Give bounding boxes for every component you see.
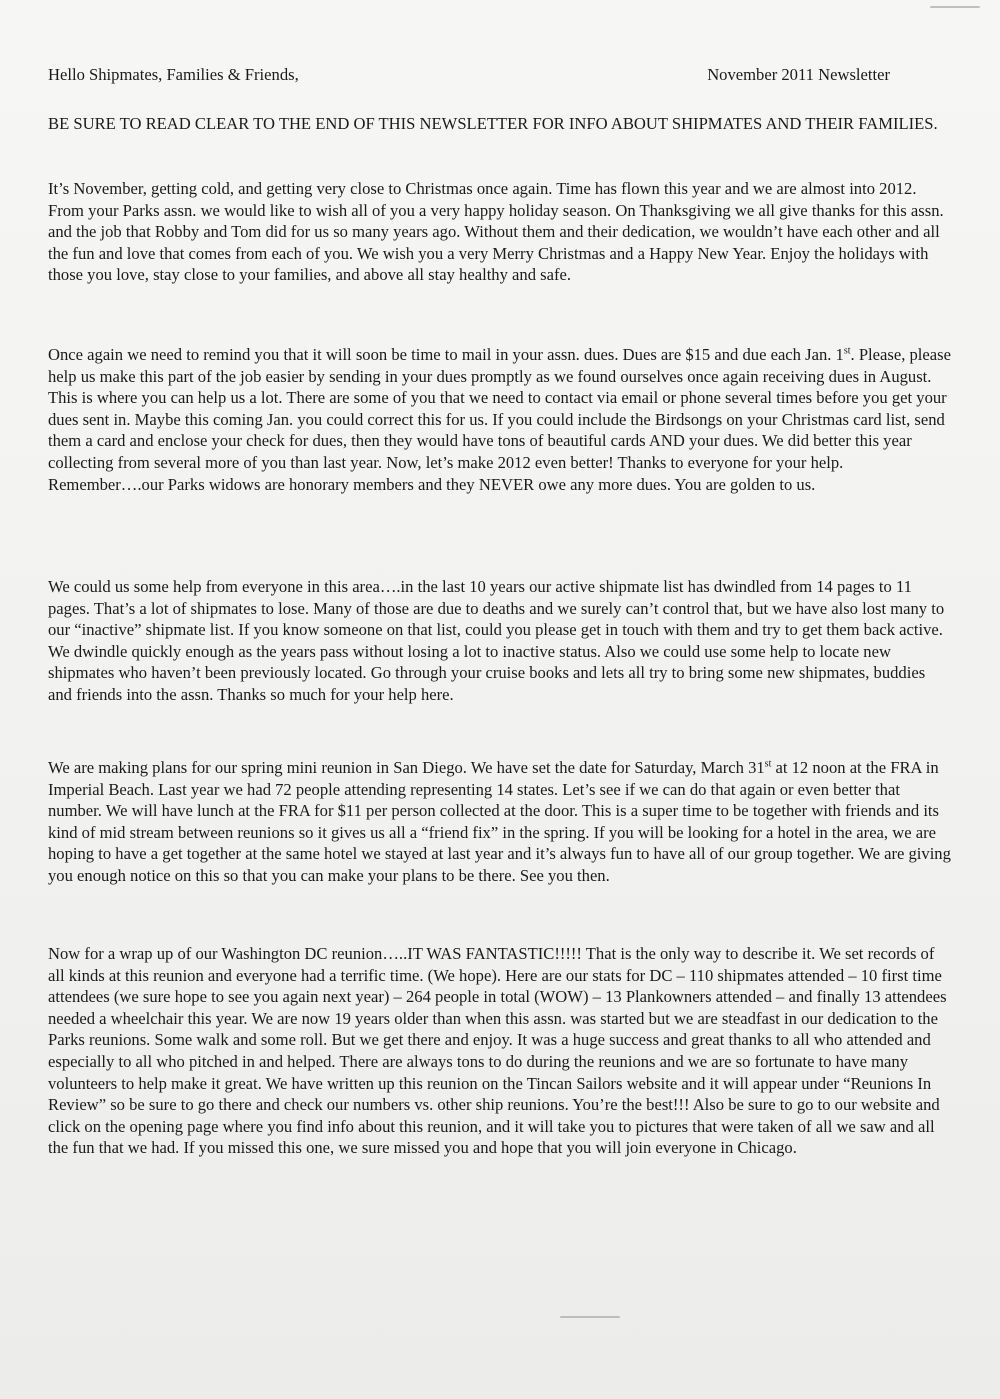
holiday-greeting-paragraph: It’s November, getting cold, and getting very close to Christmas once again. Time has flown this year and we are almost into 2012. From your Parks assn. we would like to wish all of you a very happy holiday season. On Thanksgiving we all give thanks for this assn. and the job that Robby and Tom did for us so many years ago. Without them and their dedication, we wouldn’t have each other and all the fun and love that comes from each of you. We wish you a very Merry Christmas and a Happy New Year. Enjoy the holidays with those you love, stay close to your families, and above all stay healthy and safe. bbox=[48, 179, 944, 285]
reunion-text-lead: We are making plans for our spring mini reunion in San Diego. We have set the date for Saturday, March 31 bbox=[48, 758, 765, 777]
dc-reunion-paragraph: Now for a wrap up of our Washington DC reunion…..IT WAS FANTASTIC!!!!! That is the only way to describe it. We set records of all kinds at this reunion and everyone had a terrific time. (We hope). Here are our stats for DC – 110 shipmates attended – 10 first time attendees (we sure hope to see you again next year) – 264 people in total (WOW) – 13 Plankowners attended – and finally 13 attendees needed a wheelchair this year. We are now 19 years older than when this assn. was started but we are steadfast in our dedication to the Parks reunions. Some walk and some roll. But we get there and enjoy. It was a huge success and great thanks to all who attended and especially to all who pitched in and helped. There are always tons to do during the reunions and we are so fortunate to have many volunteers to help make it great. We have written up this reunion on the Tincan Sailors website and it will appear under “Reunions In Review” so be sure to go there and check our numbers vs. other ship reunions. You’re the best!!! Also be sure to go to our website and click on the opening page where you find info about this reunion, and it will take you to pictures that were taken of all we saw and all the fun that we had. If you missed this one, we sure missed you and hope that you will join everyone in Chicago. bbox=[48, 944, 947, 1158]
scan-smudge bbox=[930, 6, 980, 8]
scan-smudge bbox=[560, 1316, 620, 1318]
read-to-end-notice: BE SURE TO READ CLEAR TO THE END OF THIS NEWSLETTER FOR INFO ABOUT SHIPMATES AND THEIR FAMILIES. bbox=[48, 114, 938, 133]
newsletter-date: November 2011 Newsletter bbox=[707, 65, 890, 84]
letter-header bbox=[48, 64, 890, 86]
reunion-text-rest: at 12 noon at the FRA in Imperial Beach. Last year we had 72 people attending representing 14 states. Let’s see if we can do that again or even better that number. We will have lunch at the FRA for $11 per person collected at the door. This is a super time to be together with friends and its kind of mid stream between reunions so it gives us all a “friend fix” in the spring. If you will be looking for a hotel in the area, we are hoping to have a get together at the same hotel we stayed at last year and it’s always fun to have all of our group together. We are giving you enough notice on this so that you can make your plans to be there. See you then. bbox=[48, 758, 951, 885]
shipmates-paragraph: We could us some help from everyone in this area….in the last 10 years our active shipmate list has dwindled from 14 pages to 11 pages. That’s a lot of shipmates to lose. Many of those are due to deaths and we surely can’t control that, but we have also lost many to our “inactive” shipmate list. If you know someone on that list, could you please get in touch with them and try to get them back active. We dwindle quickly enough as the years pass without losing a lot to inactive status. Also we could use some help to locate new shipmates who haven’t been previously located. Go through your cruise books and lets all try to bring some new shipmates, buddies and friends into the assn. Thanks so much for your help here. bbox=[48, 577, 945, 704]
dues-text-lead: Once again we need to remind you that it will soon be time to mail in your assn. dues. Dues are $15 and due each Jan. 1 bbox=[48, 345, 844, 364]
dues-text-rest: . Please, please help us make this part of the job easier by sending in your dues promptly as we found ourselves once again receiving dues in August. This is where you can help us a lot. There are some of you that we need to contact via email or phone several times before you get your dues sent in. Maybe this coming Jan. you could correct this for us. If you could include the Birdsongs on your Christmas card list, send them a card and enclose your check for dues, then they would have tons of beautiful cards AND your dues. We did better this year collecting from several more of you than last year. Now, let’s make 2012 even better! Thanks to everyone for your help. Remember….our Parks widows are honorary members and they NEVER owe any more dues. You are golden to us. bbox=[48, 345, 951, 494]
reunion-superscript: st bbox=[764, 758, 772, 770]
spring-reunion-paragraph bbox=[48, 757, 953, 887]
dues-superscript: st bbox=[843, 345, 851, 357]
dues-paragraph bbox=[48, 344, 953, 495]
greeting: Hello Shipmates, Families & Friends, bbox=[48, 65, 299, 84]
